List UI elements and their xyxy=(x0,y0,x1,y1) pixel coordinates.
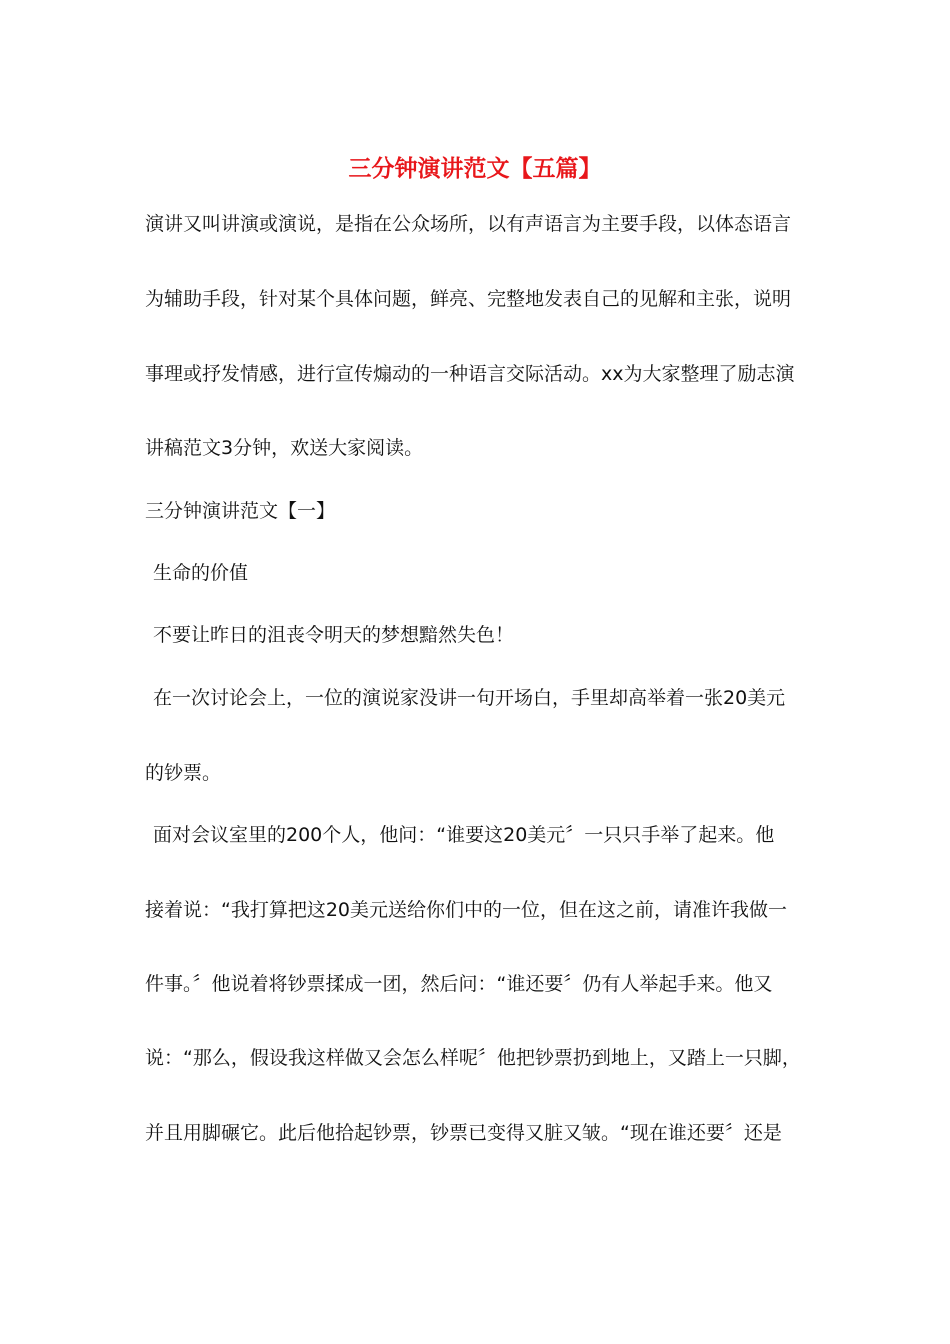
paragraph-line: 演讲又叫讲演或演说，是指在公众场所，以有声语言为主要手段，以体态语言 xyxy=(145,213,792,235)
paragraph-line: 件事。〞他说着将钞票揉成一团，然后问：“谁还要〞仍有人举起手来。他又 xyxy=(145,973,773,995)
paragraph-line: 说：“那么，假设我这样做又会怎么样呢〞他把钞票扔到地上，又踏上一只脚， xyxy=(145,1047,801,1069)
paragraph-line: 并且用脚碾它。此后他拾起钞票，钞票已变得又脏又皱。“现在谁还要〞还是 xyxy=(145,1122,782,1144)
paragraph-line: 为辅助手段，针对某个具体问题，鲜亮、完整地发表自己的见解和主张，说明 xyxy=(145,288,792,310)
paragraph-line: 面对会议室里的200个人，他问：“谁要这20美元〞一只只手举了起来。他 xyxy=(153,824,775,846)
paragraph-line: 事理或抒发情感，进行宣传煽动的一种语言交际活动。xx为大家整理了励志演 xyxy=(145,363,795,385)
section-heading: 三分钟演讲范文【一】 xyxy=(145,500,336,522)
paragraph-line: 讲稿范文3分钟，欢送大家阅读。 xyxy=(145,437,424,459)
paragraph-line: 在一次讨论会上，一位的演说家没讲一句开场白，手里却高举着一张20美元 xyxy=(153,687,786,709)
paragraph-line: 不要让昨日的沮丧令明天的梦想黯然失色！ xyxy=(153,624,515,646)
document-title: 三分钟演讲范文【五篇】 xyxy=(348,155,602,182)
paragraph-line: 接着说：“我打算把这20美元送给你们中的一位，但在这之前，请准许我做一 xyxy=(145,899,788,921)
paragraph-line: 的钞票。 xyxy=(145,762,222,784)
speech-title: 生命的价值 xyxy=(153,562,249,584)
